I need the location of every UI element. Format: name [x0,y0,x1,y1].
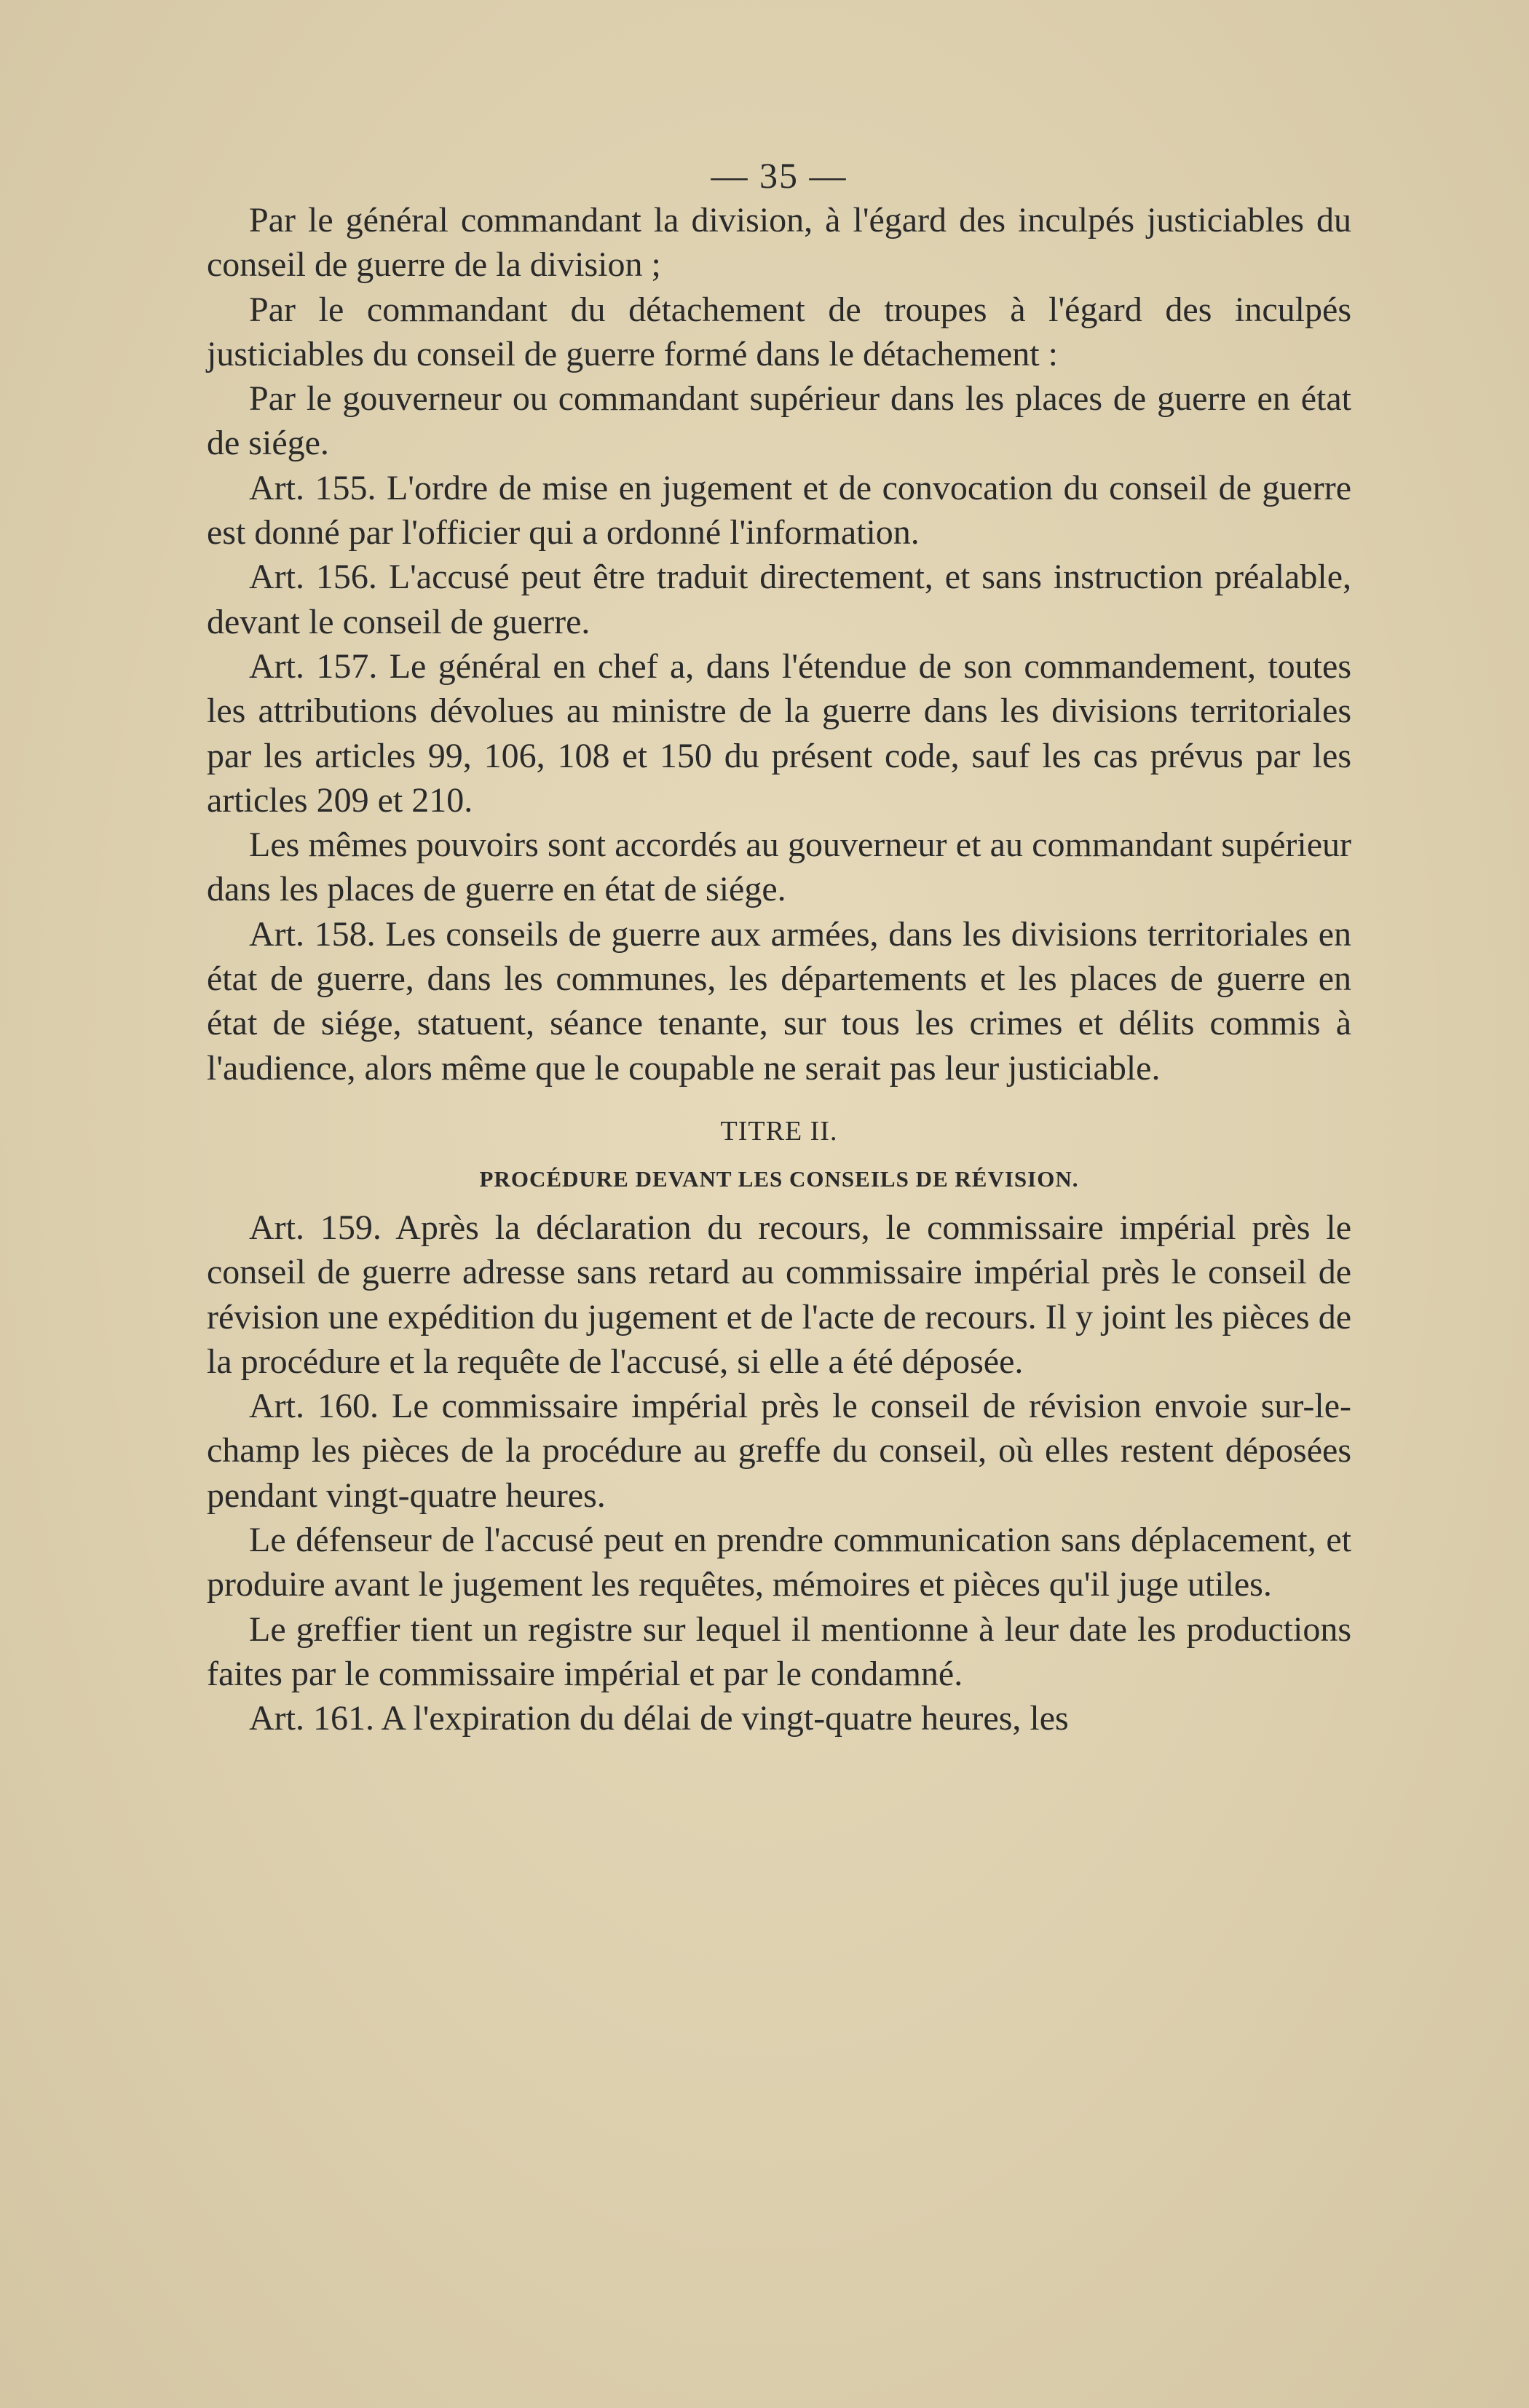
section-title: TITRE II. [720,1115,838,1146]
paragraph: Par le gouverneur ou commandant supérieur dans les places de guerre en état de siége. [207,379,1351,463]
article-155: Art. 155. L'ordre de mise en jugement et de convocation du conseil de guerre est donné par l'officier qui a ordonné l'information. [207,468,1351,553]
paragraph: Le défenseur de l'accusé peut en prendre communication sans déplacement, et produire avant le jugement les requêtes, mémoires et pièces qu'il juge utiles. [207,1521,1351,1604]
article-161: Art. 161. A l'expiration du délai de vingt-quatre heures, les [249,1699,1069,1738]
text-block [207,153,1351,1741]
section-subtitle: PROCÉDURE DEVANT LES CONSEILS DE RÉVISION. [479,1165,1079,1192]
paragraph: Par le général commandant la division, à l'égard des inculpés justiciables du conseil de guerre de la division ; [207,201,1351,285]
page-number: — 35 — [711,155,848,196]
article-157: Art. 157. Le général en chef a, dans l'étendue de son commandement, toutes les attributions dévolues au ministre de la guerre dans les divisions territoriales par les articles 99, 106, 108 et 150 du présent code, sauf les cas prévus par les articles 209 et 210. [207,646,1351,820]
article-160: Art. 160. Le commissaire impérial près le conseil de révision envoie sur-le-champ les pièces de la procédure au greffe du conseil, où elles restent déposées pendant vingt-quatre heures. [207,1387,1351,1515]
article-159: Art. 159. Après la déclaration du recours, le commissaire impérial près le conseil de guerre adresse sans retard au commissaire impérial près le conseil de révision une expédition du jugement et de l'acte de recours. Il y joint les pièces de la procédure et la requête de l'accusé, si elle a été déposée. [207,1208,1351,1381]
article-158: Art. 158. Les conseils de guerre aux armées, dans les divisions territoriales en état de guerre, dans les communes, les départements et les places de guerre en état de siége, statuent, séance tenante, sur tous les crimes et délits commis à l'audience, alors même que le coupable ne serait pas leur justiciable. [207,914,1351,1088]
paragraph: Les mêmes pouvoirs sont accordés au gouverneur et au commandant supérieur dans les places de guerre en état de siége. [207,825,1351,909]
paragraph: Le greffier tient un registre sur lequel il mentionne à leur date les productions faites par le commissaire impérial et par le condamné. [207,1609,1351,1693]
paragraph: Par le commandant du détachement de troupes à l'égard des inculpés justiciables du conseil de guerre formé dans le détachement : [207,290,1351,373]
article-156: Art. 156. L'accusé peut être traduit directement, et sans instruction préalable, devant le conseil de guerre. [207,558,1351,641]
